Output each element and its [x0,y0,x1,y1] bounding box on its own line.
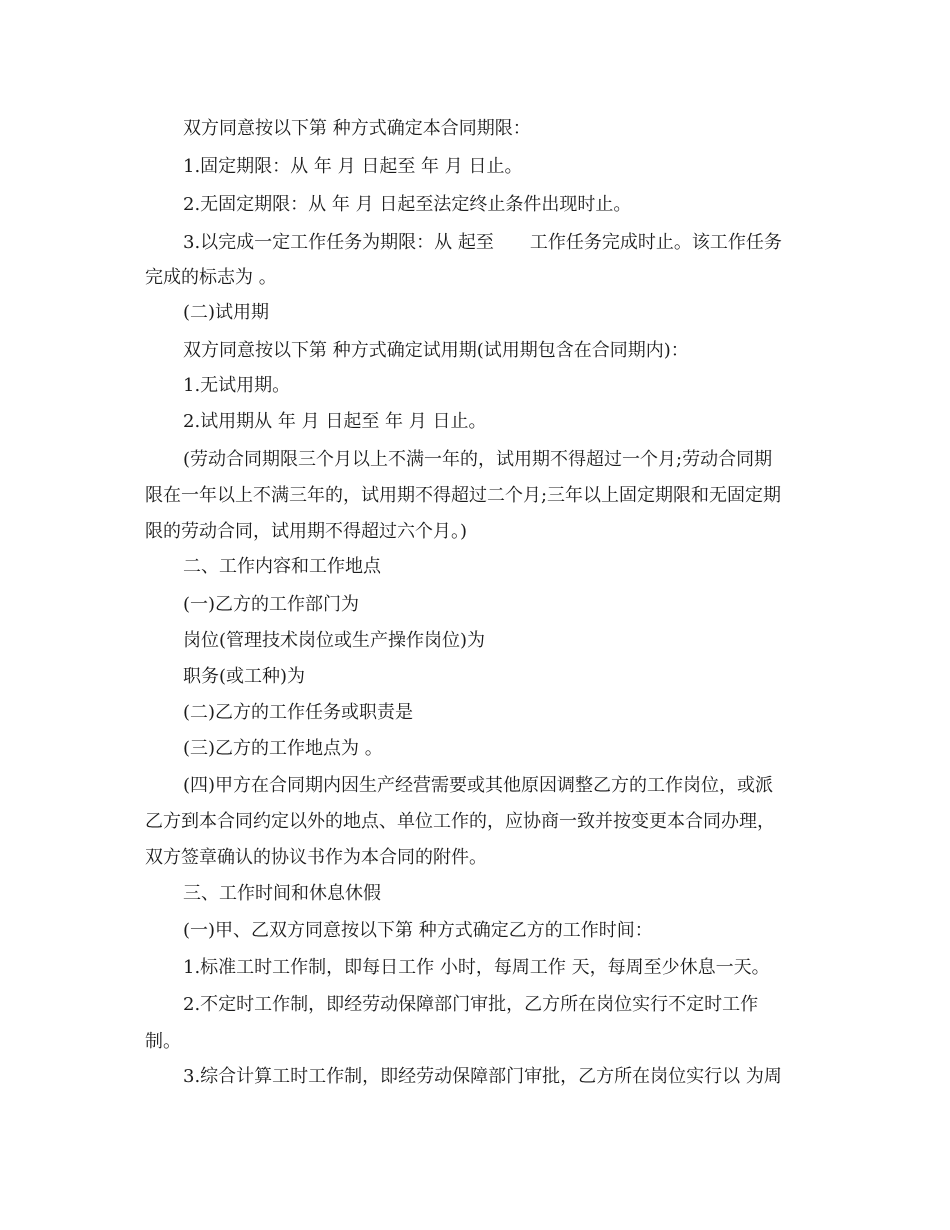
text-line: 完成的标志为 。 [145,267,277,288]
text-line: 限的劳动合同，试用期不得超过六个月。) [145,521,468,542]
text-line: 双方同意按以下第 种方式确定试用期(试用期包含在合同期内)： [183,340,689,361]
text-line: 岗位(管理技术岗位或生产操作岗位)为 [183,630,486,651]
section-heading: 二、工作内容和工作地点 [183,556,381,577]
text-line: 2.试用期从 年 月 日起至 年 月 日止。 [183,411,487,432]
text-line: 2.无固定期限：从 年 月 日起至法定终止条件出现时止。 [183,194,632,215]
text-line: (一)甲、乙双方同意按以下第 种方式确定乙方的工作时间： [183,920,653,941]
text-line: 2.不定时工作制，即经劳动保障部门审批，乙方所在岗位实行不定时工作 [183,994,759,1015]
text-line: (二)乙方的工作任务或职责是 [183,702,414,723]
text-line: (一)乙方的工作部门为 [183,594,360,615]
text-line: 制。 [145,1031,181,1052]
text-line: 1.标准工时工作制，即每日工作 小时，每周工作 天，每周至少休息一天。 [183,957,770,978]
text-line: 限在一年以上不满三年的，试用期不得超过二个月;三年以上固定期限和无固定期 [145,485,782,506]
text-line: 双方同意按以下第 种方式确定本合同期限： [183,118,531,139]
section-heading: (二)试用期 [183,302,270,323]
text-line: (四)甲方在合同期内因生产经营需要或其他原因调整乙方的工作岗位，或派 [183,775,774,796]
text-line: 1.固定期限：从 年 月 日起至 年 月 日止。 [183,156,523,177]
text-line: 3.以完成一定工作任务为期限：从 起至 工作任务完成时止。该工作任务 [183,232,782,253]
text-line: 职务(或工种)为 [183,666,306,687]
section-heading: 三、工作时间和休息休假 [183,883,381,904]
text-line: 双方签章确认的协议书作为本合同的附件。 [145,847,487,868]
text-line: 3.综合计算工时工作制，即经劳动保障部门审批，乙方所在岗位实行以 为周 [183,1066,782,1087]
text-line: (三)乙方的工作地点为 。 [183,738,383,759]
text-line: 1.无试用期。 [183,375,291,396]
text-line: (劳动合同期限三个月以上不满一年的，试用期不得超过一个月;劳动合同期 [183,449,773,470]
text-line: 乙方到本合同约定以外的地点、单位工作的，应协商一致并按变更本合同办理， [145,811,775,832]
